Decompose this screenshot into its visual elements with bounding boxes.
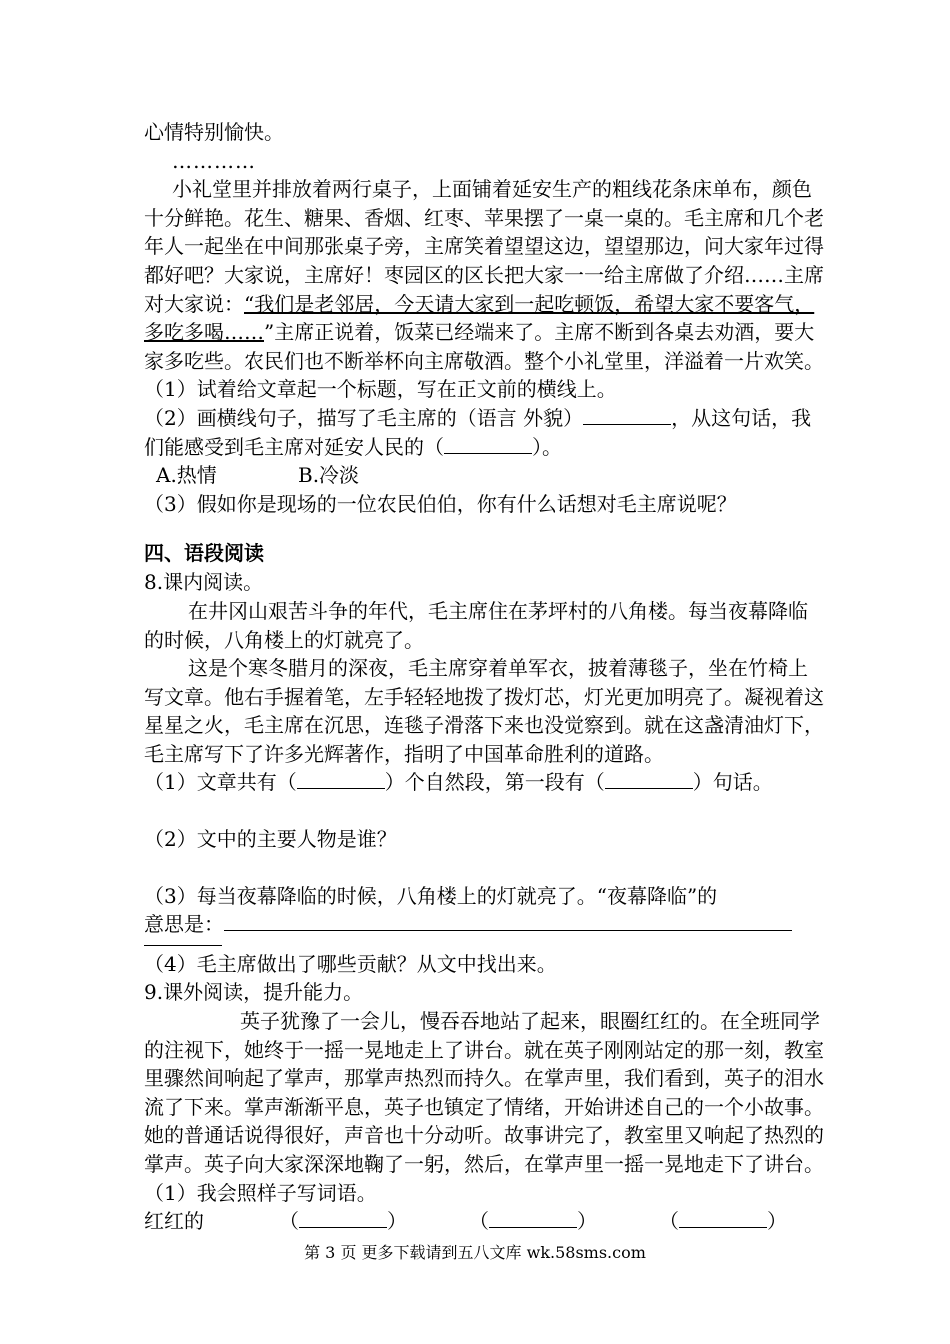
question-text: （1）文章共有（ bbox=[144, 770, 297, 795]
passage-paragraph: 在井冈山艰苦斗争的年代，毛主席住在茅坪村的八角楼。每当夜幕降临的时候，八角楼上的灯就亮了。 bbox=[144, 598, 808, 652]
page-footer: 第 3 页 更多下载请到五八文库 wk.58sms.com bbox=[304, 1243, 646, 1262]
text-line: 心情特别愉快。 bbox=[144, 120, 284, 144]
passage-text: 小礼堂里并排放着两行桌子，上面铺着延安生产的粗线花条床单布，颜色十分鲜艳。花生、糖果、香烟、红枣、苹果摆了一桌一桌的。毛主席和几个老年人一起坐在中间那张桌子旁，主席笑着望望这边，望望那边，问大家年过得都好吧？大家说，主席好！枣园区的区长把大家一一给主席做了介绍……主席对大家说： bbox=[144, 177, 824, 316]
paren: ） bbox=[577, 1209, 597, 1234]
question-8-3-answer bbox=[144, 910, 824, 939]
item-9-title: 9.课外阅读，提升能力。 bbox=[144, 980, 364, 1005]
answer-blank[interactable] bbox=[299, 1209, 387, 1228]
question-text: ）。 bbox=[532, 434, 562, 459]
question-8-2: （2）文中的主要人物是谁？ bbox=[144, 827, 397, 852]
question-text: 意思是： bbox=[144, 912, 224, 937]
word-blank-1 bbox=[279, 1207, 469, 1236]
answer-blank[interactable] bbox=[679, 1209, 767, 1228]
question-text: ）句话。 bbox=[692, 770, 773, 795]
passage-text: ”主席正说着，饭菜已经端来了。主席不断到各桌去劝酒，要大家多吃些。农民们也不断举杯向主席敬酒。整个小礼堂里，洋溢着一片欢笑。 bbox=[144, 320, 824, 373]
options-row bbox=[144, 461, 824, 490]
question-8-3: （3）每当夜幕降临的时候，八角楼上的灯就亮了。“夜幕降临”的 bbox=[144, 883, 718, 908]
question-2 bbox=[144, 404, 824, 461]
example-word: 红红的 bbox=[144, 1209, 204, 1234]
answer-blank[interactable] bbox=[605, 770, 693, 789]
option-b: B.冷淡 bbox=[298, 463, 360, 488]
passage-paragraph: 这是个寒冬腊月的深夜，毛主席穿着单军衣，披着薄毯子，坐在竹椅上写文章。他右手握着笔，左手轻轻地拨了拨灯芯，灯光更加明亮了。凝视着这星星之火，毛主席在沉思，连毯子滑落下来也没觉察到。就在这盏清油灯下，毛主席写下了许多光辉著作，指明了中国革命胜利的道路。 bbox=[144, 656, 824, 766]
underlined-sentence: “我们是老邻居，今天请大家到一起吃顿饭，希望大家不要客气，多吃多喝…… bbox=[144, 291, 815, 345]
answer-blank[interactable] bbox=[444, 435, 532, 454]
section-title: 四、语段阅读 bbox=[144, 541, 264, 566]
answer-blank[interactable] bbox=[583, 406, 671, 425]
question-1: （1）试着给文章起一个标题，写在正文前的横线上。 bbox=[144, 377, 617, 402]
answer-line-continuation[interactable] bbox=[144, 939, 222, 946]
paren: （ bbox=[279, 1209, 299, 1234]
paren: （ bbox=[469, 1209, 489, 1234]
paren: ） bbox=[387, 1209, 407, 1234]
question-8-4: （4）毛主席做出了哪些贡献？从文中找出来。 bbox=[144, 951, 557, 976]
answer-blank[interactable] bbox=[297, 770, 385, 789]
answer-blank[interactable] bbox=[489, 1209, 577, 1228]
word-blank-3 bbox=[659, 1207, 787, 1236]
question-text: （2）画横线句子，描写了毛主席的（语言 外貌） bbox=[144, 405, 584, 430]
option-a: A.热情 bbox=[156, 463, 217, 488]
answer-line[interactable] bbox=[224, 912, 792, 931]
question-text: ，从这句话，我们能感受到毛主席对延安人民的（ bbox=[144, 405, 812, 459]
paren: （ bbox=[659, 1209, 679, 1234]
item-8-title: 8.课内阅读。 bbox=[144, 570, 264, 595]
document-page bbox=[144, 118, 824, 1236]
word-blank-2 bbox=[469, 1207, 659, 1236]
question-text: ）个自然段，第一段有（ bbox=[384, 770, 605, 795]
question-9-1: （1）我会照样子写词语。 bbox=[144, 1180, 377, 1205]
question-8-1 bbox=[144, 768, 824, 797]
paren: ） bbox=[767, 1209, 787, 1234]
passage-paragraph: 英子犹豫了一会儿，慢吞吞地站了起来，眼圈红红的。在全班同学的注视下，她终于一摇一晃地走上了讲台。就在英子刚刚站定的那一刻，教室里骤然间响起了掌声，那掌声热烈而持久。在掌声里，我们看到，英子的泪水流了下来。掌声渐渐平息，英子也镇定了情绪，开始讲述自己的一个小故事。她的普通话说得很好，声音也十分动听。故事讲完了，教室里又响起了热烈的掌声。英子向大家深深地鞠了一躬，然后，在掌声里一摇一晃地走下了讲台。 bbox=[144, 1009, 824, 1176]
ellipsis: ………… bbox=[172, 148, 256, 173]
word-practice-row bbox=[144, 1207, 824, 1236]
passage-paragraph bbox=[144, 175, 824, 375]
question-3: （3）假如你是现场的一位农民伯伯，你有什么话想对毛主席说呢？ bbox=[144, 491, 737, 516]
